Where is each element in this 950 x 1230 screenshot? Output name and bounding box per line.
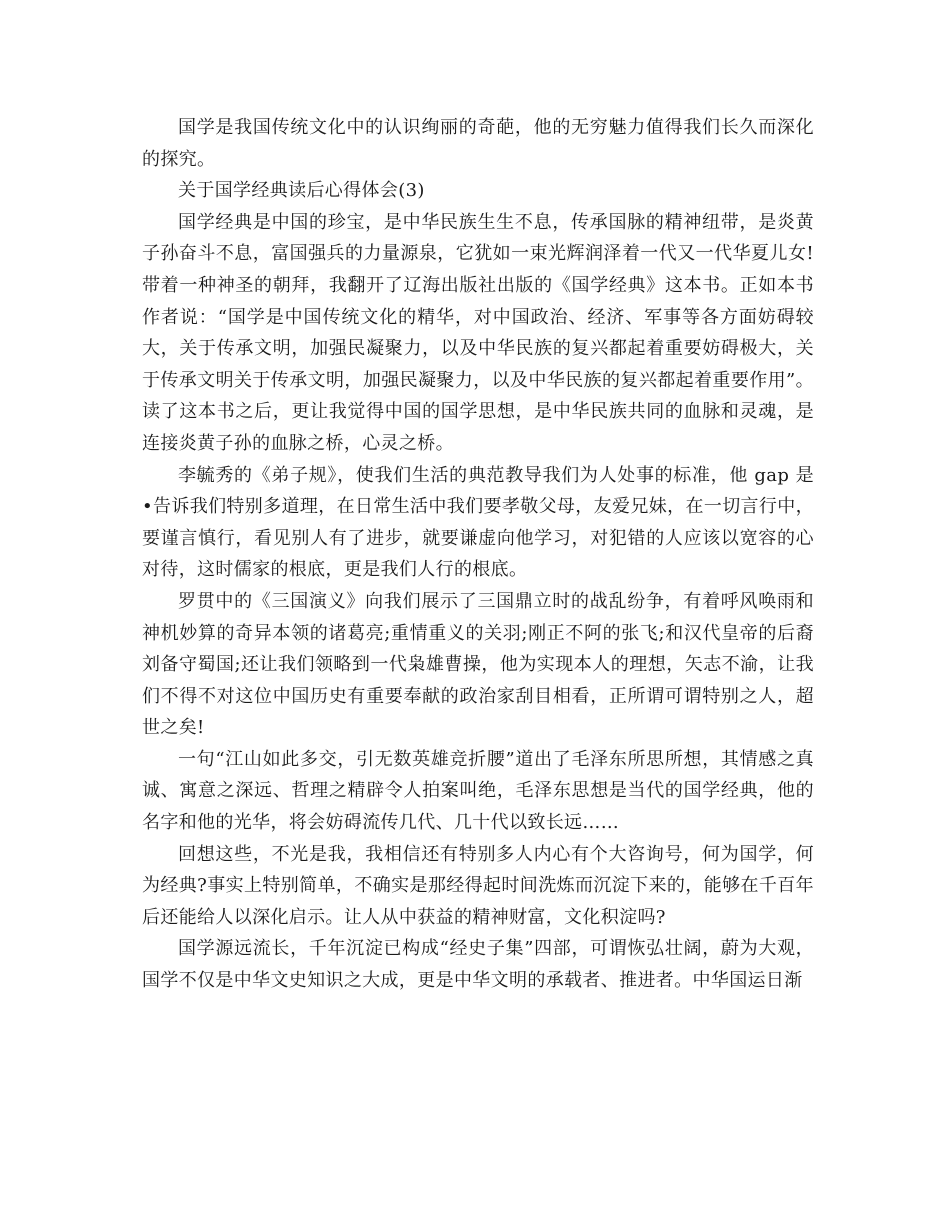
paragraph-1: 国学是我国传统文化中的认识绚丽的奇葩，他的无穷魅力值得我们长久而深化的探究。 [142, 117, 814, 170]
paragraph-7: 国学源远流长，千年沉淀已构成“经史子集”四部，可谓恢弘壮阔，蔚为大观，国学不仅是中华文史知识之大成，更是中华文明的承载者、推进者。中华国运日渐 [142, 938, 814, 992]
document-body [142, 112, 814, 997]
paragraph-5: 一句“江山如此多交，引无数英雄竞折腰”道出了毛泽东所思所想，其情感之真诚、寓意之深远、哲理之精辟令人拍案叫绝，毛泽东思想是当代的国学经典，他的名字和他的光华，将会妨碍流传几代、几十代以致长远…… [142, 748, 814, 834]
paragraph-6: 回想这些，不光是我，我相信还有特别多人内心有个大咨询号，何为国学，何为经典?事实上特别简单，不确实是那经得起时间洗炼而沉淀下来的，能够在千百年后还能给人以深化启示。让人从中获益的精神财富，文化积淀吗? [142, 843, 814, 928]
section-heading: 关于国学经典读后心得体会(3) [178, 180, 425, 202]
paragraph-2: 国学经典是中国的珍宝，是中华民族生生不息，传承国脉的精神纽带，是炎黄子孙奋斗不息，富国强兵的力量源泉，它犹如一束光辉润泽着一代又一代华夏儿女!带着一种神圣的朝拜，我翻开了辽海出版社出版的《国学经典》这本书。正如本书作者说：“国学是中国传统文化的精华，对中国政治、经济、军事等各方面妨碍较大，关于传承文明，加强民凝聚力，以及中华民族的复兴都起着重要妨碍极大，关于传承文明关于传承文明，加强民凝聚力，以及中华民族的复兴都起着重要作用”。读了这本书之后，更让我觉得中国的国学思想，是中华民族共同的血脉和灵魂，是连接炎黄子孙的血脉之桥，心灵之桥。 [142, 211, 814, 454]
paragraph-4: 罗贯中的《三国演义》向我们展示了三国鼎立时的战乱纷争，有着呼风唤雨和神机妙算的奇异本领的诸葛亮;重情重义的关羽;刚正不阿的张飞;和汉代皇帝的后裔刘备守蜀国;还让我们领略到一代枭雄曹操，他为实现本人的理想，矢志不渝，让我们不得不对这位中国历史有重要奉献的政治家刮目相看，正所谓可谓特别之人，超世之矣! [142, 590, 814, 739]
paragraph-3: 李毓秀的《弟子规》，使我们生活的典范教导我们为人处事的标准，他 gap 是•告诉我们特别多道理，在日常生活中我们要孝敬父母，友爱兄妹，在一切言行中，要谨言慎行，看见别人有了进步，就要谦虚向他学习，对犯错的人应该以宽容的心对待，这时儒家的根底，更是我们人行的根底。 [142, 464, 814, 581]
